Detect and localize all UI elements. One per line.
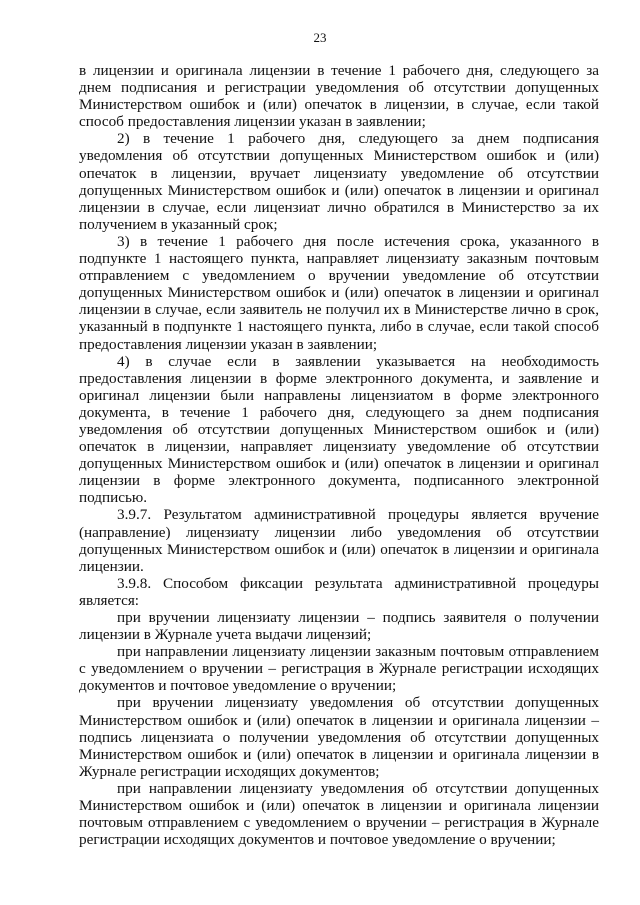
paragraph-item-2: 2) в течение 1 рабочего дня, следующего за днем подписания уведомления об отсутствии допущенных Министерством ошибок и (или) опечаток в лицензии, вручает лицензиату уведомление об отсутствии допущенных Министерством ошибок и (или) опечаток в лицензии и оригинал лицензии в случае, если лицензиат лично обратился в Министерство за их получением в указанный срок;	[79, 130, 599, 233]
paragraph-fixation-license-handover: при вручении лицензиату лицензии – подпись заявителя о получении лицензии в Журнале учета выдачи лицензий;	[79, 609, 599, 644]
paragraph-fixation-notice-handover: при вручении лицензиату уведомления об отсутствии допущенных Министерством ошибок и (или) опечаток в лицензии и оригинала лицензии – подпись лицензиата о получении уведомления об отсутствии допущенных Министерством ошибок и (или) опечаток в лицензии и оригинала лицензии в Журнале регистрации исходящих документов;	[79, 694, 599, 780]
paragraph-item-4: 4) в случае если в заявлении указывается на необходимость предоставления лицензии в форме электронного документа, и заявление и оригинал лицензии были направлены лицензиатом в форме электронного документа, в течение 1 рабочего дня, следующего за днем подписания уведомления об отсутствии допущенных Министерством ошибок и (или) опечаток в лицензии, направляет лицензиату уведомление об отсутствии допущенных Министерством ошибок и (или) опечаток в лицензии и оригинал лицензии в форме электронного документа, подписанного электронной подписью.	[79, 352, 599, 507]
document-body	[79, 62, 599, 848]
paragraph-fixation-license-mail: при направлении лицензиату лицензии заказным почтовым отправлением с уведомлением о вручении – регистрация в Журнале регистрации исходящих документов и почтовое уведомление о вручении;	[79, 643, 599, 695]
paragraph-continuation: в лицензии и оригинала лицензии в течение 1 рабочего дня, следующего за днем подписания и регистрации уведомления об отсутствии допущенных Министерством ошибок и (или) опечаток в лицензии, в случае, если такой способ предоставления лицензии указан в заявлении;	[79, 62, 599, 131]
paragraph-3-9-7: 3.9.7. Результатом административной процедуры является вручение (направление) лицензиату лицензии либо уведомления об отсутствии допущенных Министерством ошибок и (или) опечаток в лицензии и оригинала лицензии.	[79, 506, 599, 575]
paragraph-item-3: 3) в течение 1 рабочего дня после истечения срока, указанного в подпункте 1 настоящего пункта, направляет лицензиату заказным почтовым отправлением с уведомлением о вручении уведомление об отсутствии допущенных Министерством ошибок и (или) опечаток в лицензии и оригинал лицензии в случае, если заявитель не получил их в Министерстве лично в срок, указанный в подпункте 1 настоящего пункта, либо в случае, если такой способ предоставления лицензии указан в заявлении;	[79, 232, 599, 353]
paragraph-fixation-notice-mail: при направлении лицензиату уведомления об отсутствии допущенных Министерством ошибок и (или) опечаток в лицензии и оригинала лицензии почтовым отправлением с уведомлением о вручении – регистрация в Журнале регистрации исходящих документов и почтовое уведомление о вручении;	[79, 779, 599, 849]
paragraph-3-9-8: 3.9.8. Способом фиксации результата административной процедуры является:	[79, 574, 599, 609]
page-number: 23	[313, 30, 327, 45]
